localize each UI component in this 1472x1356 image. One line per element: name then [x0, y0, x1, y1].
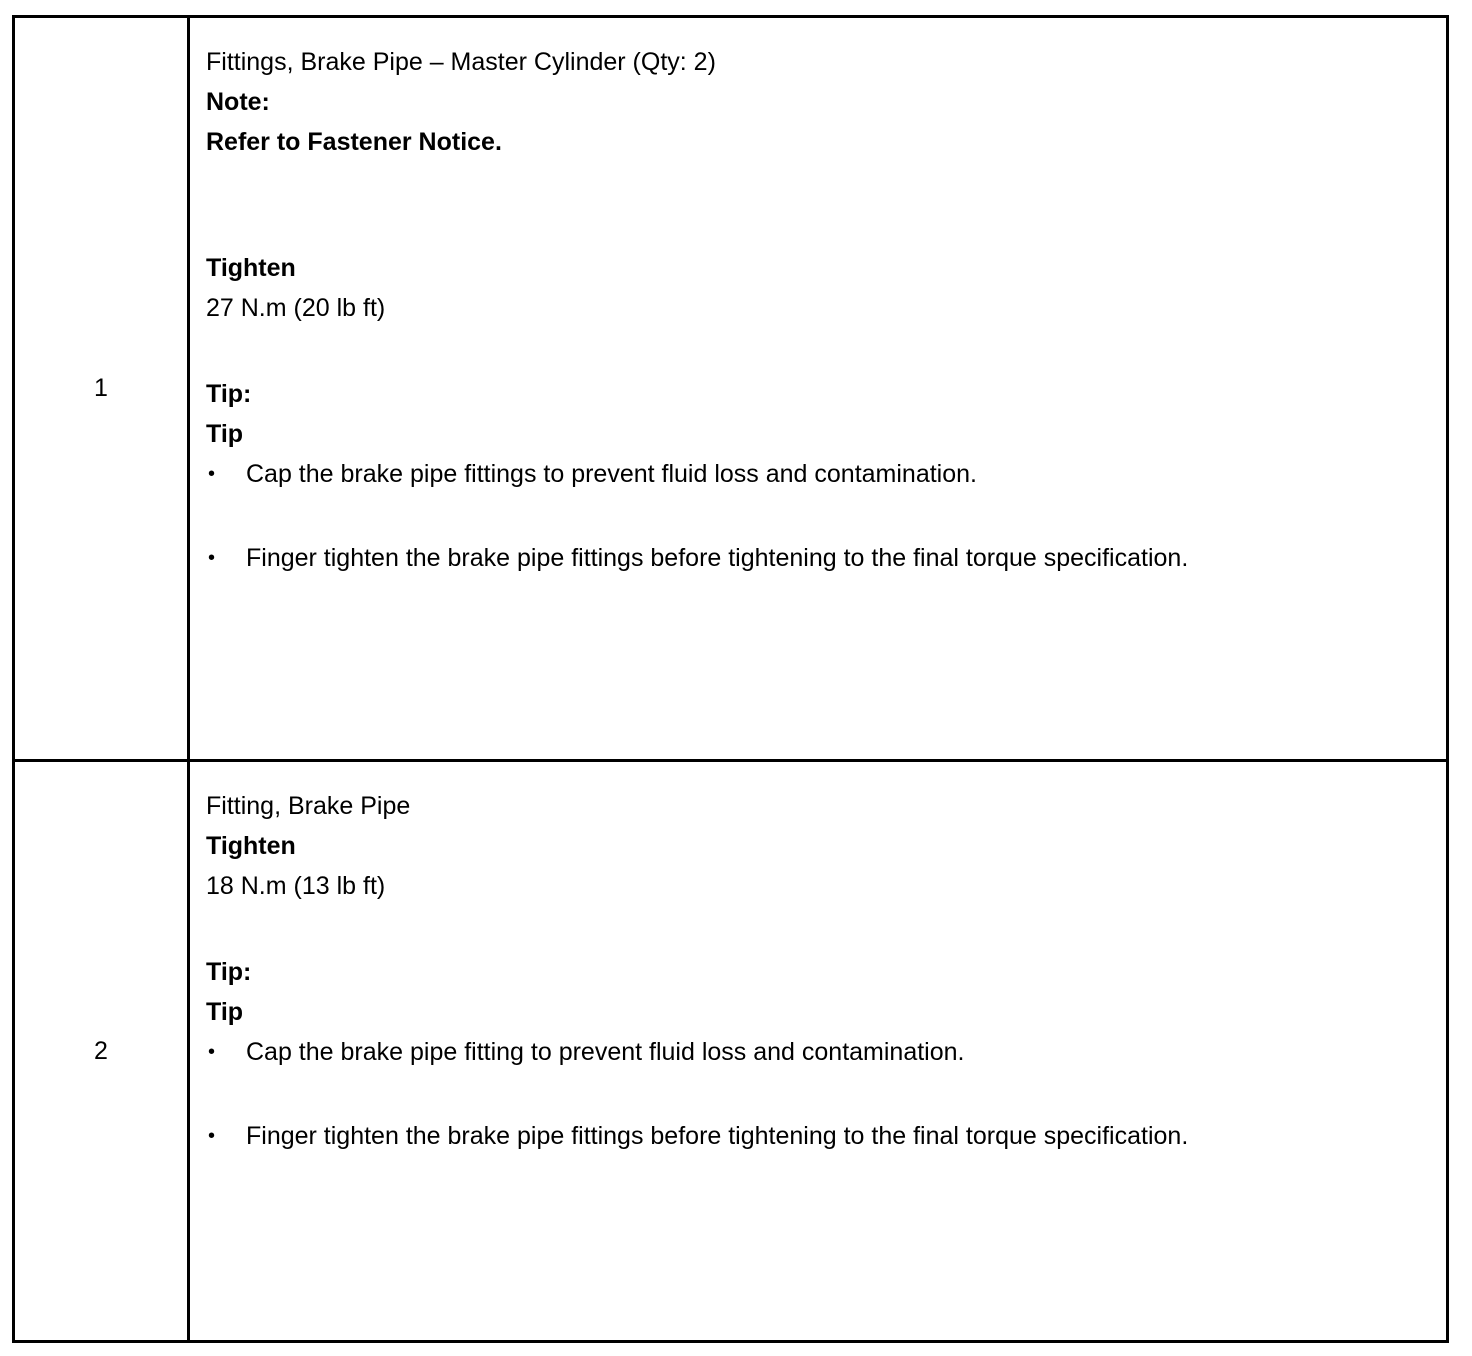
step-number: 1 [94, 374, 108, 403]
tip-text: Finger tighten the brake pipe fittings before tightening to the final torque specification. [246, 1122, 1189, 1151]
bullet-icon: • [208, 547, 216, 569]
tighten-label: Tighten [206, 832, 296, 861]
torque-spec: 18 N.m (13 lb ft) [206, 872, 386, 901]
tip-text: Cap the brake pipe fitting to prevent fluid loss and contamination. [246, 1038, 965, 1067]
list-item [206, 1116, 1446, 1156]
tip-heading: Tip [206, 420, 244, 448]
step-content-cell [189, 17, 1448, 761]
tip-label: Tip: [206, 380, 252, 408]
bullet-icon: • [208, 463, 216, 485]
bullet-icon: • [208, 1041, 216, 1064]
component-title: Fittings, Brake Pipe – Master Cylinder (Qty: 2) [206, 48, 716, 76]
list-item [206, 454, 1446, 494]
step-number-cell [14, 17, 189, 761]
tip-heading: Tip [206, 998, 244, 1027]
list-item [206, 538, 1446, 578]
torque-spec: 27 N.m (20 lb ft) [206, 294, 386, 322]
tighten-label: Tighten [206, 254, 296, 282]
tip-text: Finger tighten the brake pipe fittings before tightening to the final torque specification. [246, 544, 1189, 572]
bullet-icon: • [208, 1125, 216, 1148]
step-number: 2 [94, 1036, 108, 1065]
list-item [206, 1032, 1446, 1072]
step-content-cell [189, 761, 1448, 1342]
tip-text: Cap the brake pipe fittings to prevent fluid loss and contamination. [246, 460, 977, 488]
note-text: Refer to Fastener Notice. [206, 128, 502, 156]
table-row [14, 761, 1448, 1342]
note-label: Note: [206, 88, 270, 116]
tip-label: Tip: [206, 958, 252, 987]
procedure-table [12, 15, 1449, 1343]
component-title: Fitting, Brake Pipe [206, 792, 411, 821]
step-number-cell [14, 761, 189, 1342]
table-row [14, 17, 1448, 761]
